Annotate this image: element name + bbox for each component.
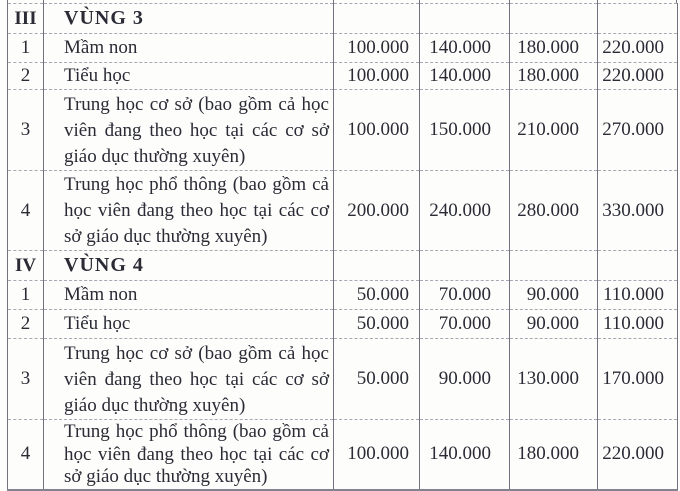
fee-value: 50.000 (334, 281, 420, 310)
empty-cell (510, 4, 598, 34)
table-row (8, 90, 678, 171)
row-number: 4 (8, 171, 44, 251)
empty-cell (420, 4, 510, 34)
fee-value: 140.000 (420, 420, 510, 490)
fee-value: 100.000 (334, 63, 420, 90)
section-header-row (8, 4, 678, 34)
table-row (8, 339, 678, 420)
education-level: Mầm non (44, 34, 334, 63)
fee-value: 110.000 (598, 281, 678, 310)
fee-value: 50.000 (334, 339, 420, 420)
fee-value: 180.000 (510, 34, 598, 63)
education-level: Trung học phổ thông (bao gồm cả học viên đang theo học tại các cơ sở giáo dục thường xuyên) (44, 420, 334, 490)
empty-cell (334, 251, 420, 281)
fee-value: 220.000 (598, 63, 678, 90)
table-row (8, 281, 678, 310)
section-title: VÙNG 4 (44, 251, 334, 281)
row-number: 4 (8, 420, 44, 490)
empty-cell (334, 4, 420, 34)
section-index: III (8, 4, 44, 34)
education-level: Trung học phổ thông (bao gồm cả học viên đang theo học tại các cơ sở giáo dục thường xuyên) (44, 171, 334, 251)
row-number: 3 (8, 339, 44, 420)
fee-value: 90.000 (510, 281, 598, 310)
fee-table (7, 3, 678, 491)
fee-value: 150.000 (420, 90, 510, 171)
empty-cell (598, 4, 678, 34)
education-level: Trung học cơ sở (bao gồm cả học viên đang theo học tại các cơ sở giáo dục thường xuyên) (44, 339, 334, 420)
fee-value: 90.000 (510, 310, 598, 339)
fee-value: 330.000 (598, 171, 678, 251)
fee-value: 50.000 (334, 310, 420, 339)
section-header-row (8, 251, 678, 281)
fee-value: 70.000 (420, 310, 510, 339)
fee-value: 210.000 (510, 90, 598, 171)
fee-value: 200.000 (334, 171, 420, 251)
fee-value: 140.000 (420, 34, 510, 63)
education-level: Tiểu học (44, 310, 334, 339)
fee-value: 220.000 (598, 420, 678, 490)
fee-value: 140.000 (420, 63, 510, 90)
fee-value: 90.000 (420, 339, 510, 420)
fee-value: 130.000 (510, 339, 598, 420)
fee-value: 180.000 (510, 63, 598, 90)
education-level: Trung học cơ sở (bao gồm cả học viên đang theo học tại các cơ sở giáo dục thường xuyên) (44, 90, 334, 171)
fee-value: 240.000 (420, 171, 510, 251)
education-level: Mầm non (44, 281, 334, 310)
row-number: 3 (8, 90, 44, 171)
fee-value: 100.000 (334, 34, 420, 63)
fee-value: 100.000 (334, 90, 420, 171)
education-level: Tiểu học (44, 63, 334, 90)
table-row (8, 420, 678, 490)
fee-value: 70.000 (420, 281, 510, 310)
row-number: 2 (8, 310, 44, 339)
row-number: 1 (8, 281, 44, 310)
row-number: 1 (8, 34, 44, 63)
fee-value: 110.000 (598, 310, 678, 339)
section-index: IV (8, 251, 44, 281)
fee-value: 100.000 (334, 420, 420, 490)
fee-value: 170.000 (598, 339, 678, 420)
table-row (8, 171, 678, 251)
row-number: 2 (8, 63, 44, 90)
empty-cell (510, 251, 598, 281)
table-row (8, 34, 678, 63)
fee-value: 280.000 (510, 171, 598, 251)
table-row (8, 63, 678, 90)
fee-value: 180.000 (510, 420, 598, 490)
section-title: VÙNG 3 (44, 4, 334, 34)
fee-value: 270.000 (598, 90, 678, 171)
empty-cell (420, 251, 510, 281)
empty-cell (598, 251, 678, 281)
table-row (8, 310, 678, 339)
fee-value: 220.000 (598, 34, 678, 63)
